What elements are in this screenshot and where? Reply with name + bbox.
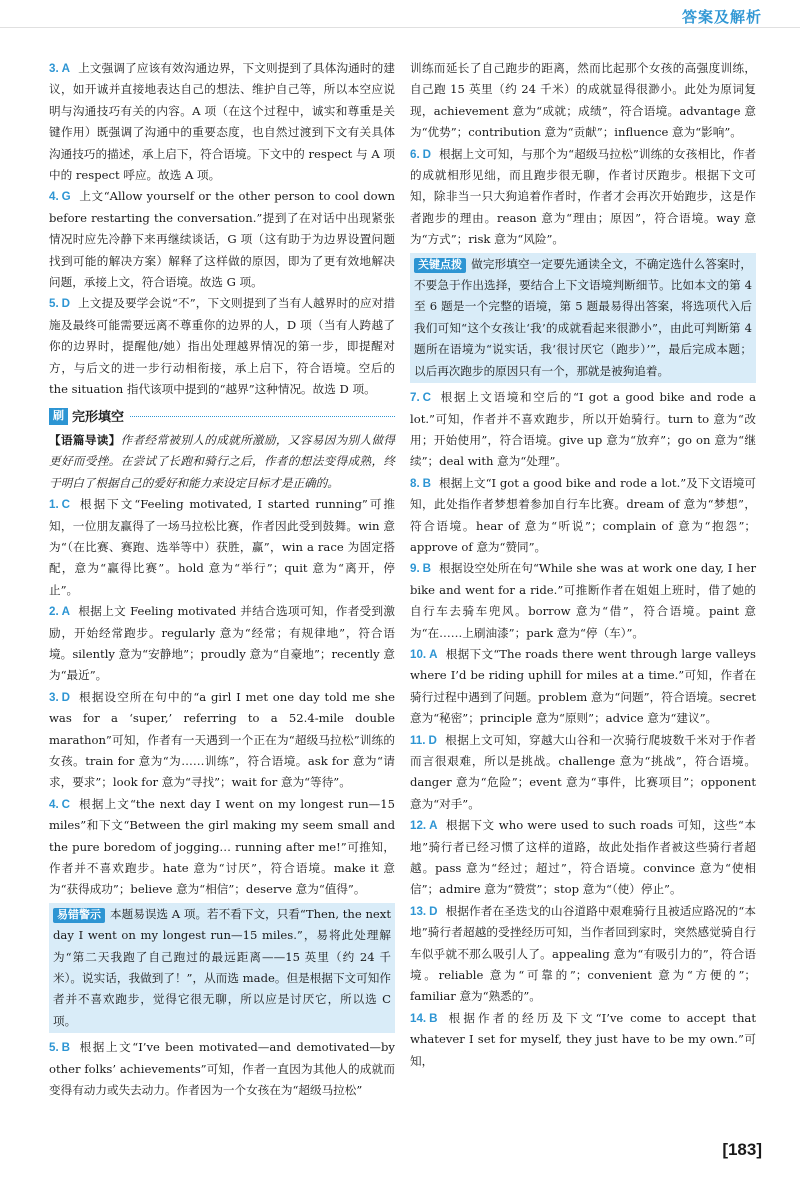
question-number: 13. [410,904,427,918]
answer-letter: G [61,190,71,204]
answer-letter: D [61,690,71,704]
answer-entry [410,1008,756,1072]
answer-entry [410,558,756,644]
right-column [410,58,756,1072]
answer-entry [49,293,395,400]
answer-letter: C [61,797,71,811]
explanation-text: 根据上文可知，与那个为“超级马拉松”训练的女孩相比，作者的成就相形见绌，而且跑步很无聊，作者讨厌跑步。根据下文可知，除非当一只大狗追着作者时，作者才会再次开始跑步，这是作者跑步的理由。reason 意为“理由；原因”，符合语境。way 意为“方式”；risk 意为“风险”。 [410,146,756,247]
question-number: 1. [49,498,59,512]
left-items-top [49,58,395,401]
explanation-text: 根据上文“the next day I went on my longest run—15 miles”和下文“Between the girl making my seem small and the pure boredom of jogging… running after me!”可推知，作者并不喜欢跑步。hate 意为“讨厌”，符合语境。make it 意为“获得成功”；believe 意为“相信”；deserve 意为“值得”。 [49,796,395,897]
answer-letter: D [422,147,432,161]
question-number: 5. [49,297,59,311]
left-column [49,58,395,1102]
explanation-text: 根据上文“I got a good bike and rode a lot.”及下文语境可知，此处指作者梦想着参加自行车比赛。dream of 意为“梦想”，符合语境。hear of 意为“听说”；complain of 意为“抱怨”；approve of 意为“赞同”。 [410,475,756,554]
answer-entry [410,387,756,473]
answer-entry [410,901,756,1008]
question-number: 9. [410,562,420,576]
question-number: 10. [410,647,427,661]
question-number: 14. [410,1011,427,1025]
explanation-text: 根据下文“The roads there went through large valleys where I’d be riding uphill for miles at a time.”可知，作者在骑行过程中遇到了问题。problem 意为“问题”，符合语境。secret 意为“秘密”；principle 意为“原则”；advice 意为“建议”。 [410,646,756,726]
answer-entry [410,144,756,251]
explanation-text: 根据设空所在句中的“a girl I met one day told me she was for a ‘super,’ referring to a 52.4-mile double marathon”可知，作者有一天遇到一个正在为“超级马拉松”训练的女孩。train for 意为“为……训练”，符合语境。ask for 意为“请求，要求”；look for 意为“寻找”；wait for 意为“等待”。 [49,689,395,790]
header-divider [0,27,800,28]
explanation-text: 根据上文语境和空后的“I got a good bike and rode a lot.”可知，作者并不喜欢跑步，所以开始骑行。turn to 意为“改用；开始使用”，符合语境。give up 意为“放弃”；go on 意为“继续”；deal with 意为“处理”。 [410,390,756,469]
right-items-bottom [410,387,756,1072]
left-items-mid [49,494,395,901]
guide-label: 【语篇导读】 [49,432,121,447]
section-title: 完形填空 [72,408,125,424]
answer-entry [49,186,395,293]
answer-letter: B [422,476,432,490]
guide-text: 作者经常被别人的成就所激励，又容易因为别人做得更好而受挫。在尝试了长跑和骑行之后，作者的想法变得成熟，终于明白了根据自己的爱好和能力来设定目标才是正确的。 [49,432,395,490]
answer-entry [410,815,756,901]
answer-letter: D [429,904,438,918]
answer-letter: C [422,391,432,405]
answer-letter: B [422,562,432,576]
question-number: 12. [410,819,427,833]
passage-guide [49,430,395,494]
key-tip-box [410,253,756,383]
answer-letter: C [61,498,71,512]
answer-letter: B [61,1041,71,1055]
header-title: 答案及解析 [681,9,762,26]
error-warning-box [49,903,395,1033]
answer-letter: D [428,733,437,747]
question-number: 4. [49,797,59,811]
answer-entry [49,494,395,601]
answer-entry [410,58,756,144]
question-number: 2. [49,605,59,619]
question-number: 3. [49,690,59,704]
question-number: 7. [410,391,420,405]
answer-entry [410,730,756,816]
error-warning-text: 本题易误选 A 项。若不看下文，只看“Then, the next day I went on my longest run—15 miles.”，易将此处理解为“第二天我跑了自己跑过的最远距离——15 英里（约 24 千米）。说实话，我做到了！”，从而选 made。但是根据下文可知作者并不喜欢跑步，觉得它很无聊，所以应是讨厌它，所以选 C 项。 [53,906,391,1028]
explanation-text: 根据设空处所在句“While she was at work one day, I her bike and went for a ride.”可推断作者在姐姐上班时，借了她的自行车去骑车兜风。borrow 意为“借”，符合语境。paint 意为“在……上刷油漆”；park 意为“停（车）”。 [410,561,756,640]
question-number: 3. [49,62,59,75]
answer-letter: A [429,647,438,661]
explanation-text: 根据作者的经历及下文“I’ve come to accept that whatever I set for myself, they just have to be my own.”可知， [410,1010,756,1068]
error-warning-tag: 易错警示 [53,908,105,923]
explanation-text: 根据作者在圣迭戈的山谷道路中艰难骑行且被适应路况的“本地”骑行者超越的受挫经历可知，当作者回到家时，突然感觉骑自行车似乎就不那么吸引人了。appealing 意为“有吸引力的”，符合语境。reliable 意为“可靠的”；convenient 意为“方便的”；familiar 意为“熟悉的”。 [410,903,756,1004]
answer-letter: A [429,819,438,833]
answer-letter: A [61,62,71,75]
answer-entry [410,644,756,730]
key-tip-tag: 关键点拨 [414,258,466,273]
answer-entry [49,58,395,186]
explanation-text: 根据上文 Feeling motivated 并结合选项可知，作者受到激励，开始经常跑步。regularly 意为“经常；有规律地”，符合语境。silently 意为“安静地”；proudly 意为“自豪地”；recently 意为“最近”。 [49,604,395,683]
section-tag: 刷 [49,408,68,425]
explanation-text: 上文强调了应该有效沟通边界，下文则提到了具体沟通时的建议，如开诚并直接地表达自己的想法、维护自己等，所以本空应说明与沟通技巧有关的内容。A 项（在这个过程中，诚实和尊重是关键作用）既强调了沟通中的重要态度，也自然过渡到下文有关具体沟通技巧的描述，承上启下，符合语境。下文中的 respect 与 A 项中的 respect 呼应。故选 A 项。 [49,61,395,183]
explanation-text: 根据下文 who were used to such roads 可知，这些“本地”骑行者已经习惯了这样的道路，故此处指作者被这些骑行者超越。pass 意为“经过；超过”，符合语境。convince 意为“使相信”；admire 意为“赞赏”；stop 意为“（使）停止”。 [410,818,756,897]
answer-letter: D [61,297,71,311]
section-header [49,406,395,427]
question-number: 8. [410,476,420,490]
answer-entry [49,1037,395,1101]
question-number: 5. [49,1041,59,1055]
explanation-text: 根据下文“Feeling motivated, I started running”可推知，一位朋友赢得了一场马拉松比赛，作者因此受到鼓舞。win 意为“（在比赛、赛跑、选举等中）获胜，赢”，win a race 为固定搭配，意为“赢得比赛”。hold 意为“举行”；quit 意为“离开，停止”。 [49,497,395,597]
question-number: 11. [410,733,426,747]
section-divider [130,416,395,417]
explanation-text: 训练而延长了自己跑步的距离，然而比起那个女孩的高强度训练，自己跑 15 英里（约 24 千米）的成就显得很渺小。此处为原词复现，achievement 意为“成就；成绩”，符合语境。advantage 意为“优势”；contribution 意为“贡献”；influence 意为“影响”。 [410,61,756,140]
left-items-bottom [49,1037,395,1101]
answer-entry [49,601,395,687]
answer-entry [49,687,395,794]
answer-letter: A [61,605,71,619]
explanation-text: 上文“Allow yourself or the other person to cool down before restarting the conversation.”提到了在对话中出现紧张情况时应先冷静下来再继续谈话，G 项（这有助于为边界设置问题找到可能的解决方案）解释了这样做的原因，即为了更有效地解决问题，承接上文，符合语境。故选 G 项。 [49,189,395,290]
answer-entry [410,473,756,559]
explanation-text: 根据上文可知，穿越大山谷和一次骑行爬坡数千米对于作者而言很艰难，所以是挑战。challenge 意为“挑战”，符合语境。danger 意为“危险”；event 意为“事件，比赛项目”；opponent 意为“对手”。 [410,732,756,811]
key-tip-text: 做完形填空一定要先通读全文，不确定选什么答案时，不要急于作出选择，要结合上下文语境判断细节。比如本文的第 4 至 6 题是一个完整的语境，第 5 题最易得出答案，将选项代入后我们可知“这个女孩让‘我’的成就看起来很渺小”，由此可判断第 4 题所在语境为“说实话，我‘很讨厌它（跑步）’”，最后完成本题；以后再次跑步的原因只有一个，那就是被狗追着。 [414,256,752,378]
question-number: 4. [49,190,59,204]
answer-letter: B [429,1011,438,1025]
page-number: [183] [722,1140,762,1159]
question-number: 6. [410,147,420,161]
answer-entry [49,794,395,901]
explanation-text: 上文提及要学会说“不”，下文则提到了当有人越界时的应对措施及最终可能需要远离不尊重你的边界的人，D 项（当有人跨越了你的边界时，提醒他/她）指出处理越界情况的第一步，即提醒对方，与后文的进一步行动相衔接，承上启下，符合语境。空后的 the situation 指代该项中提到的“越界”这种情况。故选 D 项。 [49,296,395,397]
right-items-top [410,58,756,251]
explanation-text: 根据上文“I’ve been motivated—and demotivated—by other folks’ achievements”可知，作者一直因为其他人的成就而变得有动力或失去动力。作者因为一个女孩在为“超级马拉松” [49,1040,395,1098]
